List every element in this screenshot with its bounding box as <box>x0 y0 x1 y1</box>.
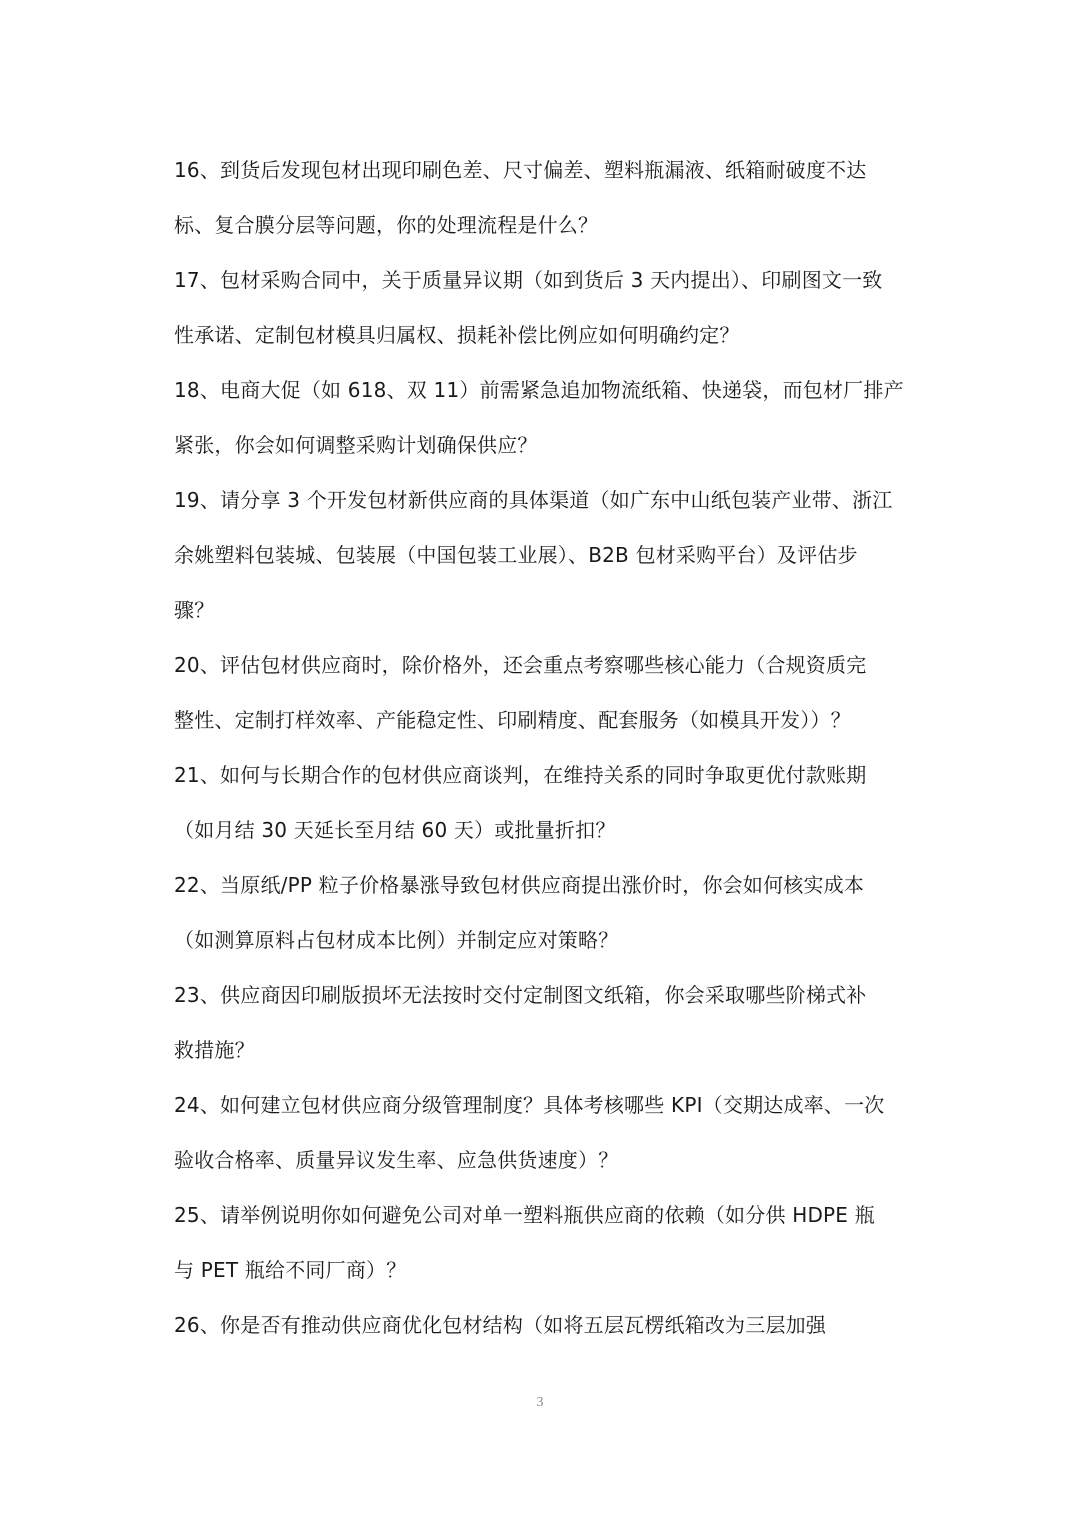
question-line: 24、如何建立包材供应商分级管理制度？具体考核哪些 KPI（交期达成率、一次 <box>174 1093 885 1117</box>
question-line: 25、请举例说明你如何避免公司对单一塑料瓶供应商的依赖（如分供 HDPE 瓶 <box>174 1203 875 1227</box>
question-line: 19、请分享 3 个开发包材新供应商的具体渠道（如广东中山纸包装产业带、浙江 <box>174 488 893 512</box>
question-item <box>174 870 914 980</box>
question-item <box>174 1090 914 1200</box>
question-line: （如测算原料占包材成本比例）并制定应对策略？ <box>174 928 619 952</box>
question-line: 17、包材采购合同中，关于质量异议期（如到货后 3 天内提出）、印刷图文一致 <box>174 268 883 292</box>
question-item <box>174 1310 914 1365</box>
question-line: 18、电商大促（如 618、双 11）前需紧急追加物流纸箱、快递袋，而包材厂排产 <box>174 378 904 402</box>
question-item <box>174 485 914 650</box>
question-item <box>174 375 914 485</box>
question-line: 26、你是否有推动供应商优化包材结构（如将五层瓦楞纸箱改为三层加强 <box>174 1313 827 1337</box>
question-line: 22、当原纸/PP 粒子价格暴涨导致包材供应商提出涨价时，你会如何核实成本 <box>174 873 865 897</box>
question-line: 验收合格率、质量异议发生率、应急供货速度）？ <box>174 1148 619 1172</box>
question-item <box>174 760 914 870</box>
question-item <box>174 1200 914 1310</box>
question-line: 紧张，你会如何调整采购计划确保供应？ <box>174 433 538 457</box>
question-item <box>174 650 914 760</box>
question-line: 骤？ <box>174 598 215 622</box>
question-line: 性承诺、定制包材模具归属权、损耗补偿比例应如何明确约定？ <box>174 323 740 347</box>
question-line: 20、评估包材供应商时，除价格外，还会重点考察哪些核心能力（合规资质完 <box>174 653 867 677</box>
question-item <box>174 265 914 375</box>
question-line: 23、供应商因印刷版损坏无法按时交付定制图文纸箱，你会采取哪些阶梯式补 <box>174 983 867 1007</box>
question-line: （如月结 30 天延长至月结 60 天）或批量折扣？ <box>174 818 616 842</box>
question-line: 整性、定制打样效率、产能稳定性、印刷精度、配套服务（如模具开发））？ <box>174 708 851 732</box>
question-item <box>174 980 914 1090</box>
question-line: 21、如何与长期合作的包材供应商谈判，在维持关系的同时争取更优付款账期 <box>174 763 867 787</box>
question-line: 救措施？ <box>174 1038 255 1062</box>
question-line: 标、复合膜分层等问题，你的处理流程是什么？ <box>174 213 599 237</box>
question-line: 16、到货后发现包材出现印刷色差、尺寸偏差、塑料瓶漏液、纸箱耐破度不达 <box>174 158 867 182</box>
question-item <box>174 155 914 265</box>
page-number: 3 <box>536 1395 544 1410</box>
question-list <box>174 155 914 1365</box>
question-line: 与 PET 瓶给不同厂商）？ <box>174 1258 407 1282</box>
question-line: 余姚塑料包装城、包装展（中国包装工业展）、B2B 包材采购平台）及评估步 <box>174 543 858 567</box>
